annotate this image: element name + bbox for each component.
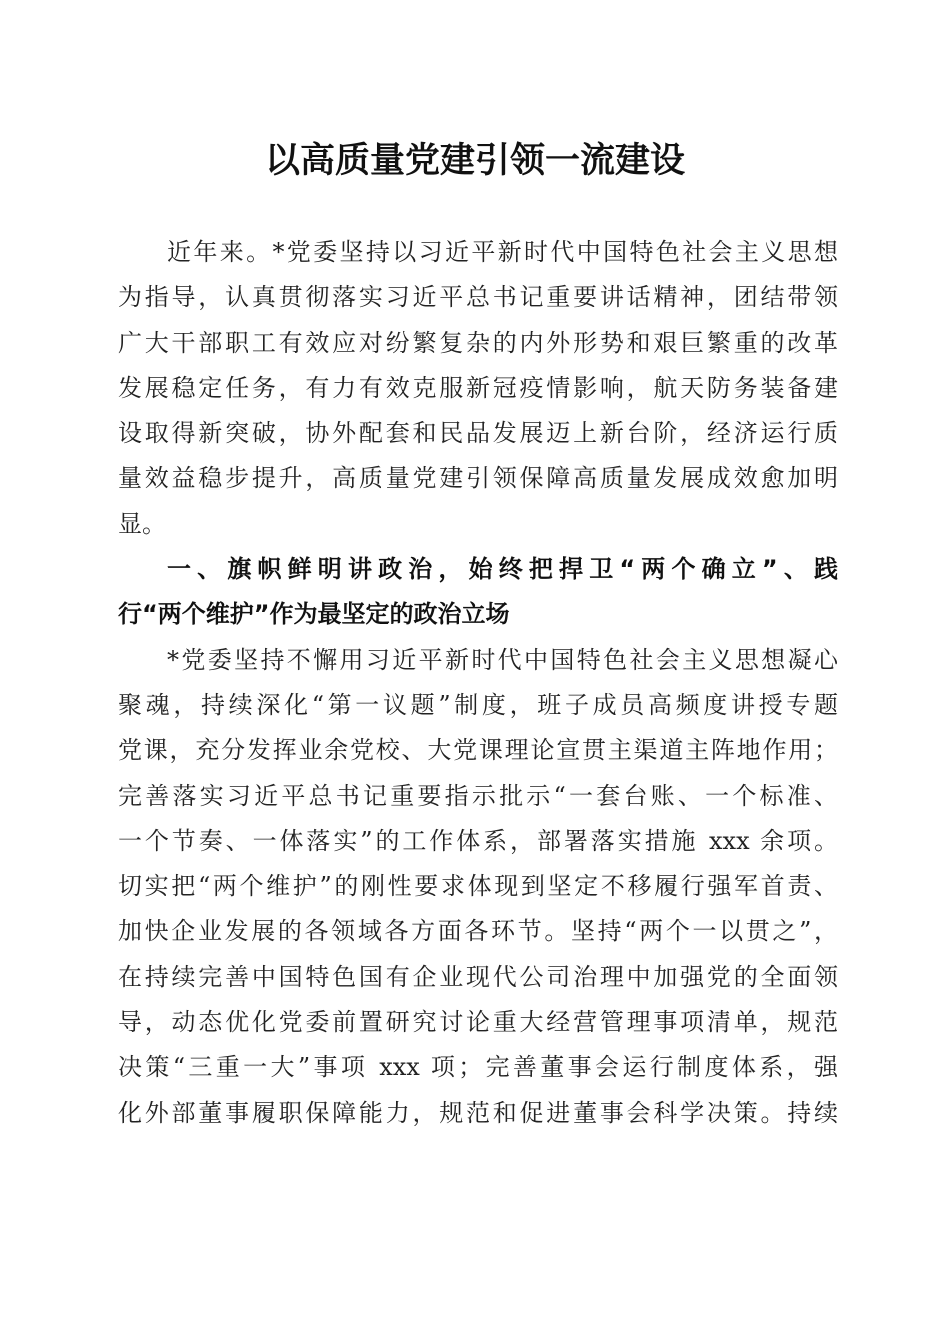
paragraph-2-line-5: 一个节奏、一体落实”的工作体系，部署落实措施 xxx 余项。 — [118, 826, 838, 855]
paragraph-1-line-3: 广大干部职工有效应对纷繁复杂的内外形势和艰巨繁重的改革 — [118, 328, 838, 357]
paragraph-1-line-6: 量效益稳步提升，高质量党建引领保障高质量发展成效愈加明 — [118, 464, 838, 493]
section-heading-line-2: 行“两个维护”作为最坚定的政治立场 — [118, 600, 510, 629]
paragraph-2-line-4: 完善落实习近平总书记重要指示批示“一套台账、一个标准、 — [118, 781, 838, 810]
paragraph-1-line-5: 设取得新突破，协外配套和民品发展迈上新台阶，经济运行质 — [118, 419, 838, 448]
paragraph-1-line-2: 为指导，认真贯彻落实习近平总书记重要讲话精神，团结带领 — [118, 283, 838, 312]
paragraph-2-line-2: 聚魂，持续深化“第一议题”制度，班子成员高频度讲授专题 — [118, 690, 838, 719]
paragraph-1-line-1: 近年来。*党委坚持以习近平新时代中国特色社会主义思想 — [167, 238, 838, 266]
document-body — [118, 230, 838, 1136]
paragraph-2-line-1: *党委坚持不懈用习近平新时代中国特色社会主义思想凝心 — [167, 645, 838, 674]
document-title: 以高质量党建引领一流建设 — [264, 140, 685, 181]
section-heading-line-1: 一、旗帜鲜明讲政治，始终把捍卫“两个确立”、践 — [167, 555, 838, 584]
paragraph-2-line-11: 化外部董事履职保障能力，规范和促进董事会科学决策。持续 — [118, 1098, 838, 1127]
paragraph-2-line-7: 加快企业发展的各领域各方面各环节。坚持“两个一以贯之”， — [118, 917, 838, 946]
paragraph-2-line-9: 导，动态优化党委前置研究讨论重大经营管理事项清单，规范 — [118, 1008, 838, 1037]
paragraph-2-line-6: 切实把“两个维护”的刚性要求体现到坚定不移履行强军首责、 — [118, 872, 838, 901]
paragraph-1-line-7: 显。 — [118, 509, 166, 538]
paragraph-2-line-8: 在持续完善中国特色国有企业现代公司治理中加强党的全面领 — [118, 962, 838, 991]
paragraph-2-line-10: 决策“三重一大”事项 xxx 项；完善董事会运行制度体系，强 — [118, 1053, 838, 1082]
paragraph-2-line-3: 党课，充分发挥业余党校、大党课理论宣贯主渠道主阵地作用； — [118, 736, 838, 765]
paragraph-1-line-4: 发展稳定任务，有力有效克服新冠疫情影响，航天防务装备建 — [118, 373, 838, 402]
